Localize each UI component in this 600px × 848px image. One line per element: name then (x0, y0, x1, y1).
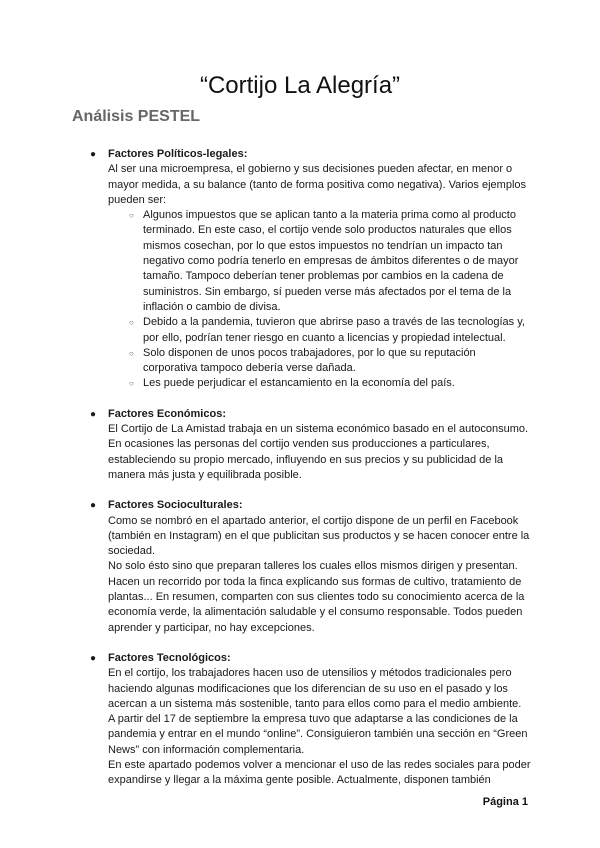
section-heading: Factores Políticos-legales: (108, 148, 248, 160)
section-paragraph: En ocasiones las personas del cortijo venden sus producciones a particulares, estableciendo su propio mercado, influyendo en sus precios y su publicidad de la manera más justa y equilibrada posible. (108, 438, 504, 481)
section-paragraph: El Cortijo de La Amistad trabaja en un sistema económico basado en el autoconsumo. (108, 423, 529, 436)
section-tecnologicos (72, 651, 532, 789)
bullet-icon: ● (90, 149, 97, 160)
list-item-text: Les puede perjudicar el estancamiento en la economía del país. (143, 377, 455, 390)
list-item (108, 376, 532, 391)
list-item (108, 315, 532, 346)
document-body (72, 147, 532, 804)
bullet-icon: ● (90, 500, 97, 512)
section-economicos (72, 407, 532, 483)
hollow-bullet-icon: ○ (129, 211, 134, 221)
section-paragraph: En el cortijo, los trabajadores hacen uso de utensilios y métodos tradicionales pero haciendo algunas modificaciones que los diferencian de su uso en el pasado y los acercan a un sistema más sostenible, tanto para ellos como para el medio ambiente. (108, 667, 522, 710)
bullet-icon: ● (90, 408, 97, 420)
section-heading: Factores Socioculturales: (108, 499, 243, 512)
document-title: “Cortijo La Alegría” (199, 72, 401, 99)
hollow-bullet-icon: ○ (129, 379, 134, 389)
section-socioculturales (72, 498, 532, 636)
section-heading: Factores Tecnológicos: (108, 651, 231, 664)
section-paragraph: No solo ésto sino que preparan talleres los cuales ellos mismos dirigen y presentan. Hacen un recorrido por toda la finca explicando sus formas de cultivo, tratamiento de plantas... En resumen, comparten con sus clientes todo su conocimiento acerca de la economía verde, la alimentación saludable y el consumo responsable. Todos pueden aprender y participar, no hay excepciones. (108, 560, 525, 634)
section-politicos-legales (72, 147, 532, 392)
hollow-bullet-icon: ○ (129, 348, 134, 358)
bullet-icon: ● (90, 652, 97, 664)
page-number: Página 1 (482, 796, 528, 808)
section-paragraph: Como se nombró en el apartado anterior, el cortijo dispone de un perfil en Facebook (también en Instagram) en el que publicitan sus productos y se hacen conocer entre la sociedad. (108, 514, 530, 558)
section-paragraph: Al ser una microempresa, el gobierno y sus decisiones pueden afectar, en menor o mayor medida, a su balance (tanto de forma positiva como negativa). Varios ejemplos pueden ser: (108, 163, 527, 206)
list-item (108, 346, 532, 377)
section-paragraph: En este apartado podemos volver a mencionar el uso de las redes sociales para poder expandirse y llegar a la máxima gente posible. Actualmente, disponen también (108, 758, 531, 787)
list-item-text: Debido a la pandemia, tuvieron que abrirse paso a través de las tecnologías y, por ello, podrían tener riesgo en cuanto a licencias y propiedad intelectual. (143, 316, 525, 344)
document-subtitle: Análisis PESTEL (72, 108, 201, 125)
list-item (108, 208, 532, 315)
section-paragraph: A partir del 17 de septiembre la empresa tuvo que adaptarse a las condiciones de la pandemia y entrar en el mundo “online”. Consiguieron también una sección en “Green News” con información complementaria. (108, 713, 528, 756)
list-item-text: Algunos impuestos que se aplican tanto a la materia prima como al producto terminado. En este caso, el cortijo vende solo productos naturales que ellos mismos cosechan, por lo que estos impuestos no tendrían un impacto tan negativo como podría tenerlo en empresas de ámbitos diferentes o de mayor tamaño. Tampoco deberían tener problemas por cambios en la cadena de suministros. Sin embargo, sí pueden verse más afectados por el tema de la inflación o cambio de divisa. (143, 209, 519, 313)
list-item-text: Solo disponen de unos pocos trabajadores, por lo que su reputación corporativa tampoco debería verse dañada. (143, 346, 476, 375)
hollow-bullet-icon: ○ (129, 318, 134, 328)
section-heading: Factores Económicos: (108, 407, 226, 420)
